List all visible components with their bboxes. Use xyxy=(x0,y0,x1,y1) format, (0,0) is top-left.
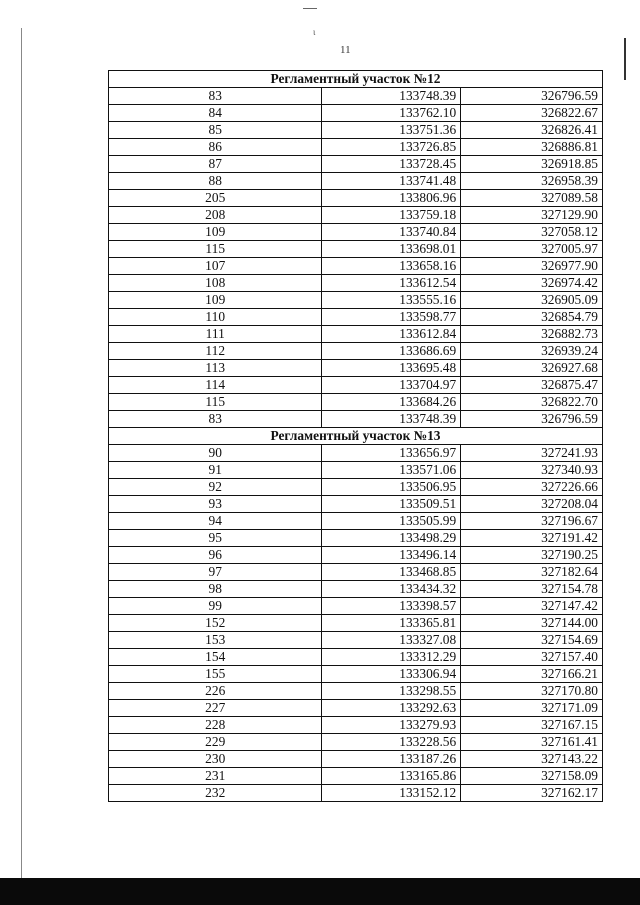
scan-mark xyxy=(303,8,317,12)
point-number-cell: 93 xyxy=(109,496,322,513)
point-number-cell: 108 xyxy=(109,275,322,292)
x-coordinate-cell: 133496.14 xyxy=(322,547,461,564)
point-number-cell: 85 xyxy=(109,122,322,139)
y-coordinate-cell: 326939.24 xyxy=(461,343,603,360)
point-number-cell: 94 xyxy=(109,513,322,530)
table-row xyxy=(109,785,603,802)
table-row xyxy=(109,122,603,139)
x-coordinate-cell: 133726.85 xyxy=(322,139,461,156)
table-row xyxy=(109,190,603,207)
point-number-cell: 91 xyxy=(109,462,322,479)
table-row xyxy=(109,513,603,530)
y-coordinate-cell: 327191.42 xyxy=(461,530,603,547)
x-coordinate-cell: 133684.26 xyxy=(322,394,461,411)
x-coordinate-cell: 133298.55 xyxy=(322,683,461,700)
section-header-row xyxy=(109,428,603,445)
table-row xyxy=(109,88,603,105)
y-coordinate-cell: 327208.04 xyxy=(461,496,603,513)
table-row xyxy=(109,649,603,666)
x-coordinate-cell: 133306.94 xyxy=(322,666,461,683)
point-number-cell: 90 xyxy=(109,445,322,462)
x-coordinate-cell: 133656.97 xyxy=(322,445,461,462)
point-number-cell: 208 xyxy=(109,207,322,224)
y-coordinate-cell: 326882.73 xyxy=(461,326,603,343)
point-number-cell: 228 xyxy=(109,717,322,734)
x-coordinate-cell: 133740.84 xyxy=(322,224,461,241)
table-row xyxy=(109,326,603,343)
table-row xyxy=(109,496,603,513)
x-coordinate-cell: 133555.16 xyxy=(322,292,461,309)
scan-bottom-edge xyxy=(0,878,640,905)
x-coordinate-cell: 133748.39 xyxy=(322,88,461,105)
y-coordinate-cell: 327190.25 xyxy=(461,547,603,564)
y-coordinate-cell: 326974.42 xyxy=(461,275,603,292)
x-coordinate-cell: 133292.63 xyxy=(322,700,461,717)
point-number-cell: 229 xyxy=(109,734,322,751)
table-row xyxy=(109,445,603,462)
y-coordinate-cell: 326918.85 xyxy=(461,156,603,173)
table-row xyxy=(109,360,603,377)
y-coordinate-cell: 327154.78 xyxy=(461,581,603,598)
table-row xyxy=(109,598,603,615)
point-number-cell: 154 xyxy=(109,649,322,666)
point-number-cell: 109 xyxy=(109,224,322,241)
x-coordinate-cell: 133279.93 xyxy=(322,717,461,734)
y-coordinate-cell: 327089.58 xyxy=(461,190,603,207)
y-coordinate-cell: 326927.68 xyxy=(461,360,603,377)
coordinates-table xyxy=(108,70,603,802)
table-row xyxy=(109,479,603,496)
x-coordinate-cell: 133751.36 xyxy=(322,122,461,139)
x-coordinate-cell: 133806.96 xyxy=(322,190,461,207)
y-coordinate-cell: 327147.42 xyxy=(461,598,603,615)
x-coordinate-cell: 133658.16 xyxy=(322,258,461,275)
point-number-cell: 97 xyxy=(109,564,322,581)
y-coordinate-cell: 327005.97 xyxy=(461,241,603,258)
table-row xyxy=(109,207,603,224)
x-coordinate-cell: 133327.08 xyxy=(322,632,461,649)
x-coordinate-cell: 133498.29 xyxy=(322,530,461,547)
y-coordinate-cell: 326977.90 xyxy=(461,258,603,275)
point-number-cell: 87 xyxy=(109,156,322,173)
table-row xyxy=(109,581,603,598)
y-coordinate-cell: 327166.21 xyxy=(461,666,603,683)
table-row xyxy=(109,309,603,326)
y-coordinate-cell: 327143.22 xyxy=(461,751,603,768)
section-header-row xyxy=(109,71,603,88)
x-coordinate-cell: 133365.81 xyxy=(322,615,461,632)
y-coordinate-cell: 326822.70 xyxy=(461,394,603,411)
y-coordinate-cell: 327196.67 xyxy=(461,513,603,530)
y-coordinate-cell: 327226.66 xyxy=(461,479,603,496)
x-coordinate-cell: 133612.84 xyxy=(322,326,461,343)
point-number-cell: 227 xyxy=(109,700,322,717)
y-coordinate-cell: 327241.93 xyxy=(461,445,603,462)
point-number-cell: 114 xyxy=(109,377,322,394)
point-number-cell: 205 xyxy=(109,190,322,207)
x-coordinate-cell: 133728.45 xyxy=(322,156,461,173)
section-title: Регламентный участок №13 xyxy=(109,428,603,445)
x-coordinate-cell: 133398.57 xyxy=(322,598,461,615)
y-coordinate-cell: 326886.81 xyxy=(461,139,603,156)
point-number-cell: 109 xyxy=(109,292,322,309)
x-coordinate-cell: 133759.18 xyxy=(322,207,461,224)
x-coordinate-cell: 133312.29 xyxy=(322,649,461,666)
table-row xyxy=(109,411,603,428)
x-coordinate-cell: 133686.69 xyxy=(322,343,461,360)
table-row xyxy=(109,615,603,632)
x-coordinate-cell: 133505.99 xyxy=(322,513,461,530)
scan-edge-right xyxy=(624,38,626,80)
point-number-cell: 83 xyxy=(109,88,322,105)
point-number-cell: 115 xyxy=(109,394,322,411)
y-coordinate-cell: 327144.00 xyxy=(461,615,603,632)
table-row xyxy=(109,700,603,717)
point-number-cell: 155 xyxy=(109,666,322,683)
y-coordinate-cell: 327158.09 xyxy=(461,768,603,785)
table-row xyxy=(109,751,603,768)
y-coordinate-cell: 326796.59 xyxy=(461,88,603,105)
scan-dot: ɩ xyxy=(313,27,316,37)
point-number-cell: 230 xyxy=(109,751,322,768)
table-row xyxy=(109,564,603,581)
y-coordinate-cell: 327171.09 xyxy=(461,700,603,717)
point-number-cell: 95 xyxy=(109,530,322,547)
x-coordinate-cell: 133612.54 xyxy=(322,275,461,292)
x-coordinate-cell: 133741.48 xyxy=(322,173,461,190)
y-coordinate-cell: 326826.41 xyxy=(461,122,603,139)
table-row xyxy=(109,139,603,156)
point-number-cell: 153 xyxy=(109,632,322,649)
x-coordinate-cell: 133228.56 xyxy=(322,734,461,751)
y-coordinate-cell: 327154.69 xyxy=(461,632,603,649)
point-number-cell: 112 xyxy=(109,343,322,360)
y-coordinate-cell: 326875.47 xyxy=(461,377,603,394)
coordinates-table-body xyxy=(109,71,603,802)
point-number-cell: 84 xyxy=(109,105,322,122)
y-coordinate-cell: 327182.64 xyxy=(461,564,603,581)
table-row xyxy=(109,258,603,275)
table-row xyxy=(109,105,603,122)
point-number-cell: 83 xyxy=(109,411,322,428)
table-row xyxy=(109,292,603,309)
table-row xyxy=(109,156,603,173)
y-coordinate-cell: 326905.09 xyxy=(461,292,603,309)
point-number-cell: 98 xyxy=(109,581,322,598)
table-row xyxy=(109,343,603,360)
y-coordinate-cell: 326958.39 xyxy=(461,173,603,190)
table-row xyxy=(109,394,603,411)
table-row xyxy=(109,683,603,700)
point-number-cell: 152 xyxy=(109,615,322,632)
section-title: Регламентный участок №12 xyxy=(109,71,603,88)
table-row xyxy=(109,547,603,564)
x-coordinate-cell: 133698.01 xyxy=(322,241,461,258)
table-row xyxy=(109,734,603,751)
point-number-cell: 99 xyxy=(109,598,322,615)
x-coordinate-cell: 133165.86 xyxy=(322,768,461,785)
y-coordinate-cell: 327162.17 xyxy=(461,785,603,802)
x-coordinate-cell: 133762.10 xyxy=(322,105,461,122)
x-coordinate-cell: 133434.32 xyxy=(322,581,461,598)
x-coordinate-cell: 133704.97 xyxy=(322,377,461,394)
point-number-cell: 88 xyxy=(109,173,322,190)
point-number-cell: 111 xyxy=(109,326,322,343)
table-row xyxy=(109,275,603,292)
y-coordinate-cell: 326854.79 xyxy=(461,309,603,326)
table-row xyxy=(109,530,603,547)
point-number-cell: 232 xyxy=(109,785,322,802)
x-coordinate-cell: 133152.12 xyxy=(322,785,461,802)
table-row xyxy=(109,462,603,479)
point-number-cell: 115 xyxy=(109,241,322,258)
table-row xyxy=(109,717,603,734)
table-row xyxy=(109,666,603,683)
table-row xyxy=(109,632,603,649)
table-row xyxy=(109,224,603,241)
x-coordinate-cell: 133571.06 xyxy=(322,462,461,479)
x-coordinate-cell: 133748.39 xyxy=(322,411,461,428)
x-coordinate-cell: 133468.85 xyxy=(322,564,461,581)
table-row xyxy=(109,377,603,394)
y-coordinate-cell: 327161.41 xyxy=(461,734,603,751)
x-coordinate-cell: 133598.77 xyxy=(322,309,461,326)
point-number-cell: 231 xyxy=(109,768,322,785)
point-number-cell: 86 xyxy=(109,139,322,156)
point-number-cell: 92 xyxy=(109,479,322,496)
x-coordinate-cell: 133506.95 xyxy=(322,479,461,496)
x-coordinate-cell: 133187.26 xyxy=(322,751,461,768)
page-number: 11 xyxy=(340,44,351,56)
y-coordinate-cell: 326796.59 xyxy=(461,411,603,428)
y-coordinate-cell: 327340.93 xyxy=(461,462,603,479)
point-number-cell: 113 xyxy=(109,360,322,377)
point-number-cell: 226 xyxy=(109,683,322,700)
x-coordinate-cell: 133509.51 xyxy=(322,496,461,513)
y-coordinate-cell: 326822.67 xyxy=(461,105,603,122)
point-number-cell: 107 xyxy=(109,258,322,275)
table-row xyxy=(109,768,603,785)
scan-edge-left xyxy=(21,28,22,878)
table-row xyxy=(109,241,603,258)
x-coordinate-cell: 133695.48 xyxy=(322,360,461,377)
y-coordinate-cell: 327129.90 xyxy=(461,207,603,224)
y-coordinate-cell: 327170.80 xyxy=(461,683,603,700)
table-row xyxy=(109,173,603,190)
y-coordinate-cell: 327167.15 xyxy=(461,717,603,734)
point-number-cell: 110 xyxy=(109,309,322,326)
point-number-cell: 96 xyxy=(109,547,322,564)
y-coordinate-cell: 327058.12 xyxy=(461,224,603,241)
y-coordinate-cell: 327157.40 xyxy=(461,649,603,666)
